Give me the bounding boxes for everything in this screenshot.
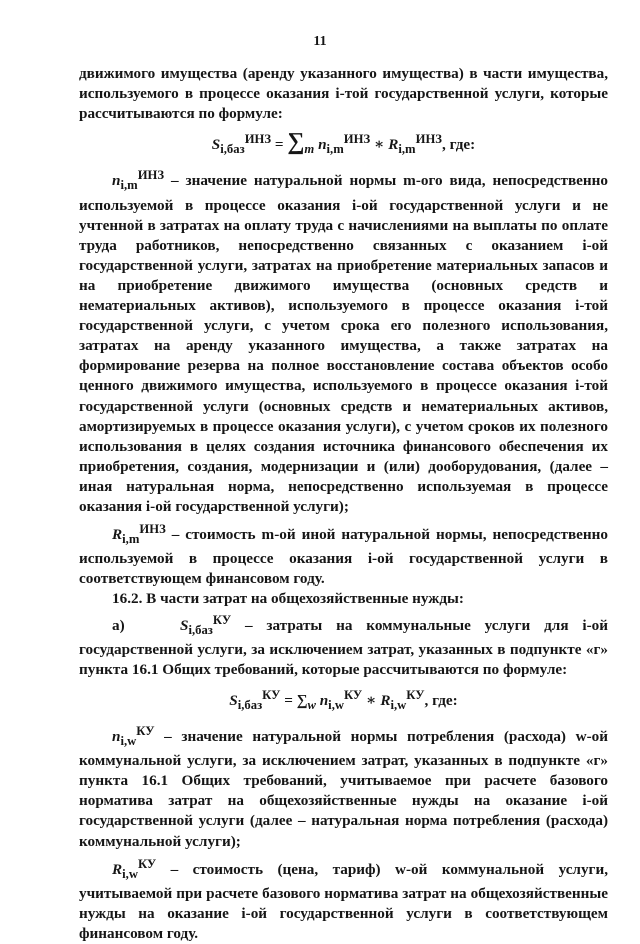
definition-symbol: R [112, 860, 123, 878]
definition-symbol: S [180, 616, 189, 634]
sum-index: m [304, 142, 315, 157]
formula-term-n: n [318, 136, 327, 154]
definition-text: – значение натуральной нормы m-ого вида, непосредственно используемой в процессе оказания i-ой государственной услуги и не учтенной в затратах на оплату труда с начислениями на выплаты по оплате труда работников, непосредственно связанных с оказанием i-ой государственной услуги, затратах на приобретение материальных запасов и на приобретение движимого имущества (основных средств и нематериальных активов), используемого в процессе оказания i-той государственной услуги, с учетом срока его полезного использования, затратах на аренду указанного имущества, а также затратах на формирование резерва на полное восстановление состава объектов особо ценного движимого имущества, используемого в процессе оказания i-той государственной услуги (основных средств и нематериальных активов, амортизируемых в процессе оказания услуги), с учетом сроков их полезного использования в целях создания источника финансового обеспечения их приобретения, создания, модернизации и (или) дооборудования, (далее – иная натуральная норма, непосредственно используемая в процессе оказания i-ой государственной услуги); [79, 172, 608, 515]
definition-symbol-sub: i,m [122, 532, 140, 547]
formula-lhs: S [211, 136, 221, 154]
item-label: а) [112, 616, 125, 634]
definition-symbol: n [112, 728, 121, 746]
definition-symbol-sup: ИНЗ [137, 168, 165, 183]
definition-text: – затраты на коммунальные услуги для i-ой государственной услуги, за исключением затрат, указанных в подпункте «г» пункта 16.1 Общих требований, которые рассчитываются по формуле: [79, 616, 608, 678]
definition-symbol-sup: КУ [137, 856, 157, 871]
formula-tail: , где: [424, 691, 458, 709]
definition-n-inz [79, 165, 608, 517]
item-a-utilities [79, 610, 608, 680]
definition-text: – значение натуральной нормы потребления (расхода) w-ой коммунальной услуги, за исключением затрат, указанных в подпункте «г» пункта 16.1 Общих требований, учитываемое при расчете базового норматива затрат на общехозяйственные нужды на оказание i-ой государственной услуги (далее – натуральная норма потребления (расхода) коммунальной услуги); [79, 728, 608, 850]
formula-term-r: R [388, 136, 399, 154]
definition-n-ku [79, 721, 608, 852]
formula-tail: , где: [441, 136, 476, 154]
sum-symbol: ∑ [287, 129, 305, 156]
definition-symbol-sub: i,w [120, 734, 137, 749]
definition-symbol-sup: ИНЗ [139, 522, 166, 537]
page-number: 11 [313, 34, 327, 49]
definition-symbol-sub: i,w [122, 866, 138, 881]
formula-inz [79, 126, 608, 162]
document-body [79, 64, 608, 944]
definition-symbol-sup: КУ [136, 724, 155, 738]
formula-ku [79, 682, 608, 718]
formula-lhs-sup: КУ [262, 687, 281, 702]
formula-mult: ∗ [366, 691, 377, 709]
sum-symbol: ∑ [296, 691, 308, 709]
formula-lhs-sub: i,баз [237, 698, 263, 712]
definition-symbol-sub: i,баз [188, 622, 213, 637]
sum-index: w [307, 698, 316, 712]
formula-term-n-sub: i,w [328, 698, 344, 712]
formula-equals: = [274, 136, 284, 154]
formula-term-n-sub: i,m [326, 142, 344, 157]
formula-term-n: n [319, 691, 329, 709]
formula-term-r-sup: КУ [406, 687, 425, 702]
formula-lhs: S [229, 691, 238, 709]
definition-r-inz [79, 519, 608, 589]
formula-equals: = [284, 691, 293, 709]
section-heading-16-2: 16.2. В части затрат на общехозяйственные нужды: [112, 590, 464, 608]
definition-text: – стоимость m-ой иной натуральной нормы, непосредственно используемой в процессе оказания i-ой государственной услуги в соответствующем финансовом году. [79, 526, 608, 588]
definition-symbol: R [112, 526, 123, 544]
formula-term-r: R [380, 691, 391, 709]
definition-symbol: n [112, 172, 121, 190]
definition-r-ku [79, 854, 608, 944]
formula-term-r-sub: i,w [390, 698, 407, 712]
formula-term-n-sup: ИНЗ [343, 132, 371, 147]
paragraph-property-lease: движимого имущества (аренду указанного имущества) в части имущества, используемого в процессе оказания i-той государственной услуги, которые рассчитываются по формуле: [79, 65, 608, 123]
definition-symbol-sub: i,m [120, 178, 138, 193]
formula-mult: ∗ [373, 136, 385, 154]
formula-lhs-sub: i,баз [220, 142, 245, 157]
formula-lhs-sup: ИНЗ [244, 132, 272, 147]
formula-term-n-sup: КУ [344, 687, 363, 702]
formula-term-r-sub: i,m [398, 142, 416, 157]
definition-symbol-sup: КУ [212, 612, 232, 627]
formula-term-r-sup: ИНЗ [415, 132, 442, 147]
definition-text: – стоимость (цена, тариф) w-ой коммунальной услуги, учитываемой при расчете базового норматива затрат на общехозяйственные нужды на оказание i-ой государственной услуги в соответствующем финансовом году. [79, 860, 608, 943]
